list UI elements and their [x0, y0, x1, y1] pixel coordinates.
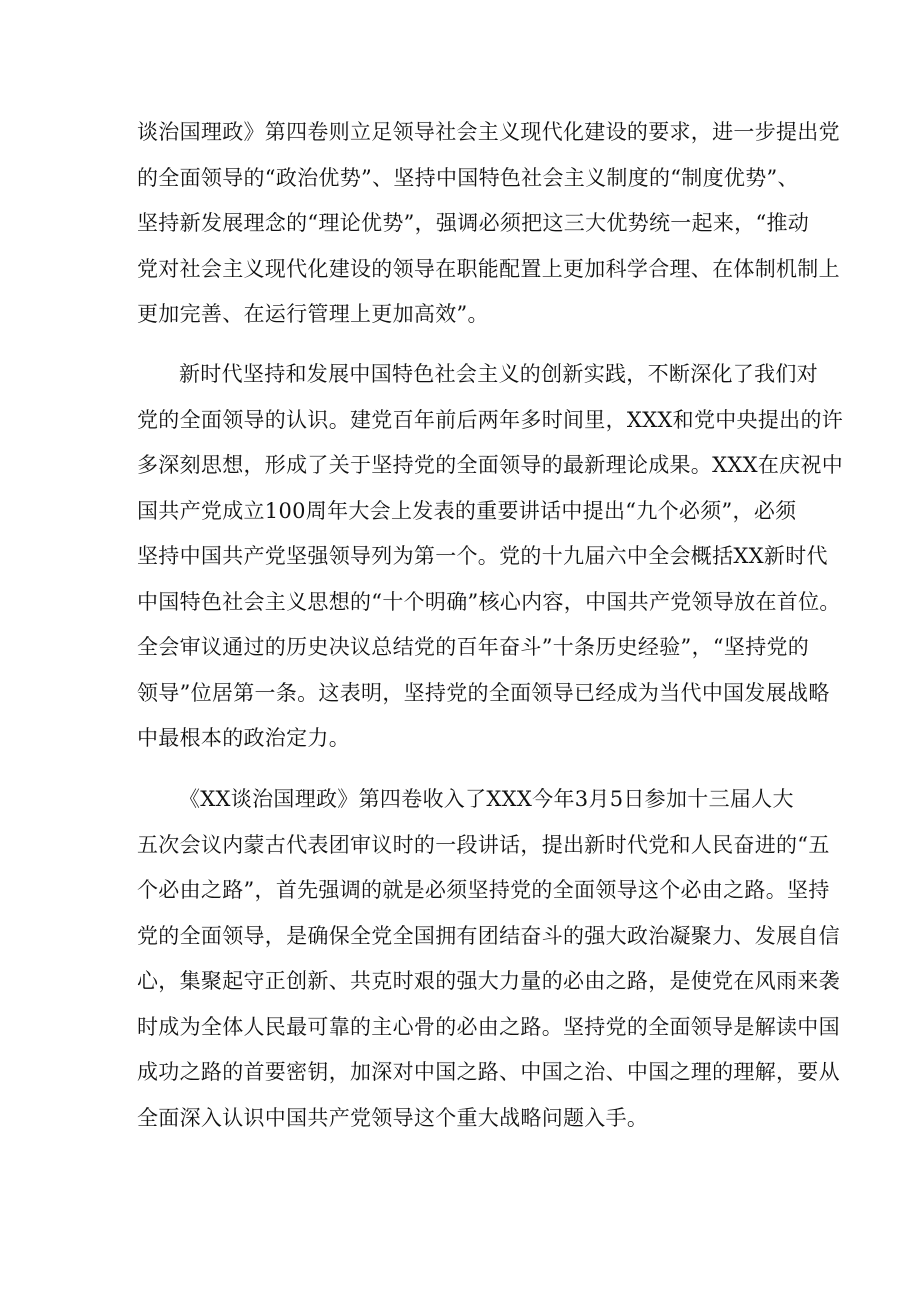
text-line: 党的全面领导的认识。建党百年前后两年多时间里，XXX和党中央提出的许 [137, 407, 844, 432]
text-line: 中最根本的政治定力。 [137, 726, 350, 750]
text-line: 《XX谈治国理政》第四卷收入了XXX今年3月5日参加十三届人大 [179, 787, 794, 811]
text-line: 全面深入认识中国共产党领导这个重大战略问题入手。 [137, 1105, 649, 1130]
text-line: 五次会议内蒙古代表团审议时的一段讲话，提出新时代党和人民奋进的“五 [137, 832, 830, 857]
paragraph-2 [137, 352, 844, 762]
text-line: 党的全面领导，是确保全党全国拥有团结奋斗的强大政治凝聚力、发展自信 [137, 923, 840, 948]
text-line: 党对社会主义现代化建设的领导在职能配置上更加科学合理、在体制机制上 [137, 256, 840, 281]
text-line: 全会审议通过的历史决议总结党的百年奋斗”十条历史经验”，“坚持党的 [137, 635, 810, 659]
text-line: 谈治国理政》第四卷则立足领导社会主义现代化建设的要求，进一步提出党 [137, 120, 840, 144]
text-line: 领导”位居第一条。这表明，坚持党的全面领导已经成为当代中国发展战略 [137, 680, 830, 705]
text-line: 更加完善、在运行管理上更加高效”。 [137, 302, 489, 326]
paragraph-3 [137, 777, 840, 1141]
text-line: 新时代坚持和发展中国特色社会主义的创新实践，不断深化了我们对 [179, 362, 818, 386]
text-line: 个必由之路”，首先强调的就是必须坚持党的全面领导这个必由之路。坚持 [137, 878, 830, 902]
text-line: 国共产党成立100周年大会上发表的重要讲话中提出“九个必须”，必须 [137, 498, 797, 523]
text-line: 坚持中国共产党坚强领导列为第一个。党的十九届六中全会概括XX新时代 [137, 544, 828, 568]
text-line: 多深刻思想，形成了关于坚持党的全面领导的最新理论成果。XXX在庆祝中 [137, 453, 844, 477]
text-line: 时成为全体人民最可靠的主心骨的必由之路。坚持党的全面领导是解读中国 [137, 1014, 840, 1039]
paragraph-1 [137, 110, 840, 338]
text-line: 成功之路的首要密钥，加深对中国之路、中国之治、中国之理的理解，要从 [137, 1060, 840, 1084]
text-line: 的全面领导的“政治优势”、坚持中国特色社会主义制度的“制度优势”、 [137, 165, 799, 190]
text-line: 心，集聚起守正创新、共克时艰的强大力量的必由之路，是使党在风雨来袭 [137, 969, 840, 993]
text-line: 中国特色社会主义思想的“十个明确”核心内容，中国共产党领导放在首位。 [137, 589, 841, 614]
text-line: 坚持新发展理念的“理论优势”，强调必须把这三大优势统一起来，“推动 [137, 211, 810, 235]
